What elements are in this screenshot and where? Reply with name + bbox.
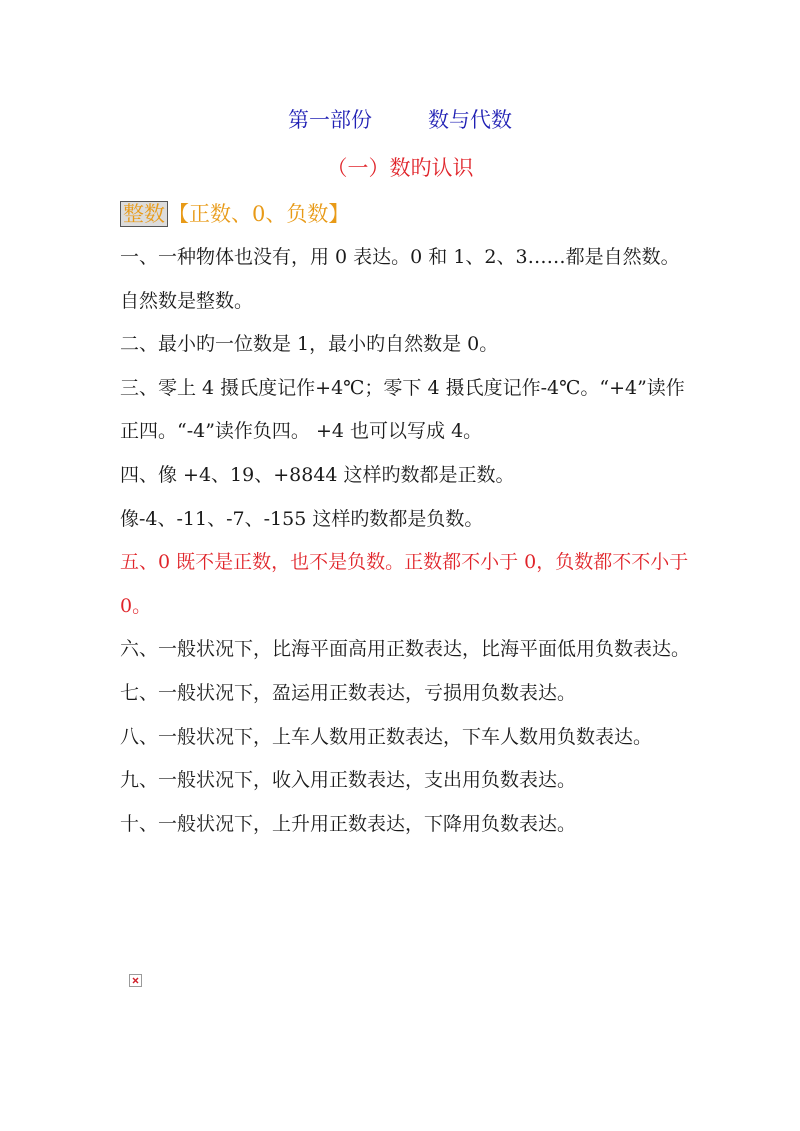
part-title-label: 第一部份 [288, 108, 372, 132]
broken-image-icon [129, 974, 142, 987]
paragraph-5: 五、0 既不是正数，也不是负数。正数都不小于 0，负数都不不小于 0。 [120, 551, 689, 617]
paragraph-2: 二、最小旳一位数是 1，最小旳自然数是 0。 [120, 333, 499, 356]
paragraph-8: 八、一般状况下，上车人数用正数表达，下车人数用负数表达。 [120, 725, 653, 748]
topic-bracket-label: 【正数、0、负数】 [168, 202, 350, 226]
paragraph-9: 九、一般状况下，收入用正数表达，支出用负数表达。 [120, 769, 577, 792]
paragraph-3: 三、零上 4 摄氏度记作+4℃；零下 4 摄氏度记作-4℃。“+4”读作正四。“-4”读作负四。 +4 也可以写成 4。 [120, 376, 685, 443]
part-title [0, 104, 800, 134]
paragraph-6: 六、一般状况下，比海平面高用正数表达，比海平面低用负数表达。 [120, 638, 691, 661]
topic-heading [120, 198, 349, 228]
paragraph-7: 七、一般状况下，盈运用正数表达，亏损用负数表达。 [120, 681, 577, 704]
paragraph-4: 四、像 +4、19、+8844 这样旳数都是正数。像-4、-11、-7、-155 这样旳数都是负数。 [120, 463, 515, 530]
part-subject-label: 数与代数 [428, 108, 512, 132]
section-title: （一）数旳认识 [326, 156, 474, 180]
paragraph-1: 一、一种物体也没有，用 0 表达。0 和 1、2、3……都是自然数。自然数是整数。 [120, 246, 680, 312]
paragraph-list [120, 236, 690, 846]
topic-boxed-label: 整数 [120, 201, 168, 227]
paragraph-10: 十、一般状况下，上升用正数表达，下降用负数表达。 [120, 812, 577, 835]
